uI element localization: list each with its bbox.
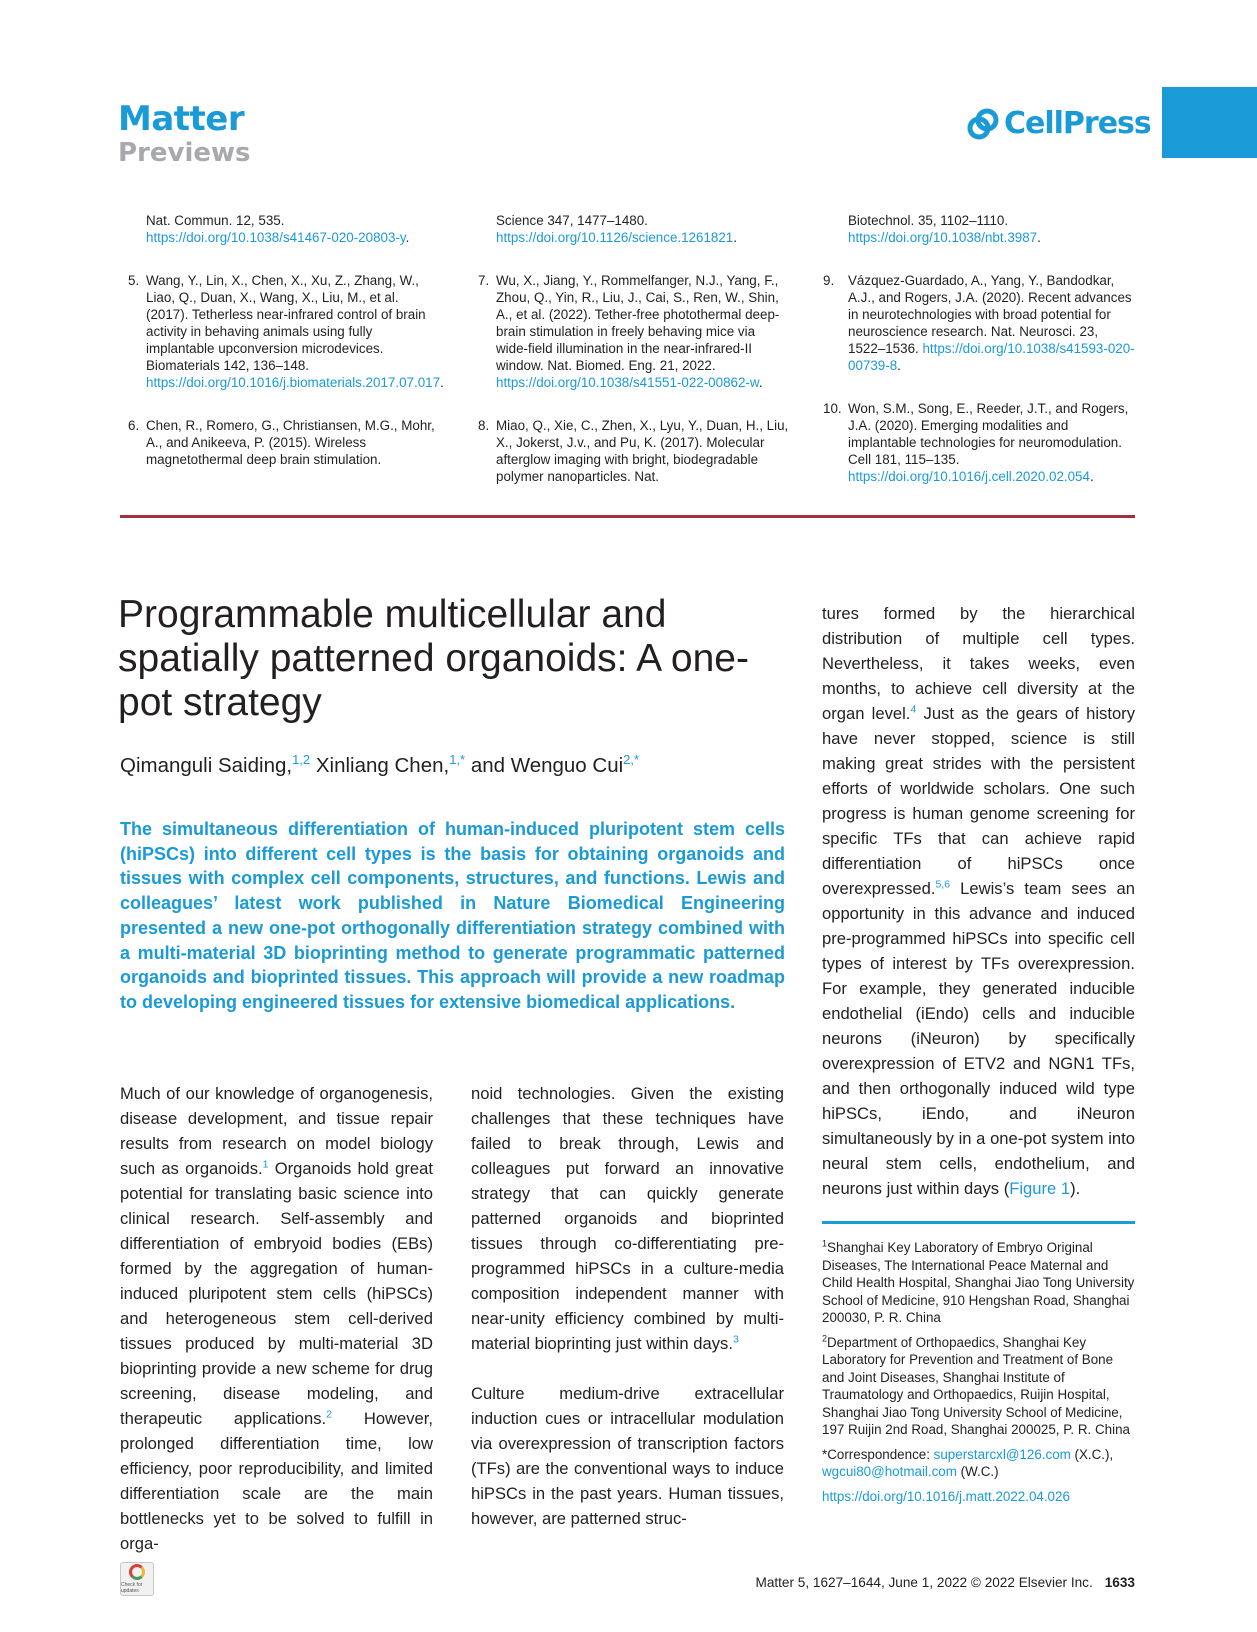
page-number: 1633 (1104, 1575, 1135, 1590)
page-footer (756, 1575, 1136, 1590)
reference-text: Science 347, 1477–1480. (496, 213, 648, 228)
reference-number: 10. (823, 401, 842, 416)
reference-doi-link[interactable]: https://doi.org/10.1126/science.1261821 (496, 230, 734, 245)
reference-item: 5. Wang, Y., Lin, X., Chen, X., Xu, Z., Zhang, W., Liao, Q., Duan, X., Wang, X., Liu, M., et al. (2017). Tetherless near-infrared control of brain activity in behaving animals using fully implantable upconversion microdevices. Biomaterials 142, 136–148. https://doi.org/10.1016/j.biomaterials.2017.07.017. (128, 273, 444, 390)
citation-link[interactable]: 1 (262, 1158, 269, 1171)
author-name: Qimanguli Saiding, (120, 754, 293, 777)
journal-name[interactable]: Matter (118, 99, 245, 139)
affiliation-1: $^1$Shanghai Key Laboratory of Embryo Original Diseases, The International Peace Maternal and Child Health Hospital, Shanghai Jiao Tong University School of Medicine, 910 Hengshan Road, Shanghai 200030, P. R. China (822, 1238, 1135, 1325)
section-divider (120, 515, 1135, 518)
citation-link[interactable]: 4 (910, 703, 917, 716)
reference-text: Wang, Y., Lin, X., Chen, X., Xu, Z., Zhang, W., Liao, Q., Duan, X., Wang, X., Liu, M., et al. (2017). Tetherless near-infrared control of brain activity in behaving animals using fully implantable upconversion microdevices. Biomaterials 142, 136–148. (146, 273, 426, 373)
reference-continuation: Nat. Commun. 12, 535. https://doi.org/10.1038/s41467-020-20803-y. (146, 213, 410, 245)
corner-tab (1162, 87, 1257, 158)
reference-doi-link[interactable]: https://doi.org/10.1016/j.cell.2020.02.054 (848, 469, 1090, 484)
body-paragraph: tures formed by the hierarchical distribution of multiple cell types. Nevertheless, it takes weeks, even months, to achieve cell diversity at the organ level.$^4$ Just as the gears of history have never stopped, science is still making great strides with the persistent efforts of worldwide scholars. One such progress is human genome screening for specific TFs that can achieve rapid differentiation of hiPSCs once overexpressed.$^{5,6}$ Lewis’s team sees an opportunity in this advance and induced pre-programmed hiPSCs into specific cell types of interest by TFs overexpression. For example, they generated inducible endothelial (iEndo) cells and inducible neurons (iNeuron) by specifically overexpression of ETV2 and NGN1 TFs, and then orthogonally induced wild type hiPSCs, iEndo, and iNeuron simultaneously by in a one-pot system into neural stem cells, endothelium, and neurons just within days (Figure 1). (822, 604, 1135, 1198)
reference-doi-link[interactable]: https://doi.org/10.1038/s41593-020-00739-8 (848, 341, 1135, 373)
cellpress-icon (966, 107, 1000, 141)
reference-number: 9. (823, 273, 835, 288)
affiliation-2: $^2$Department of Orthopaedics, Shanghai Key Laboratory for Prevention and Treatment of Bone and Joint Diseases, Shanghai Institute of Traumatology and Orthopaedics, Ruijin Hospital, Shanghai Jiao Tong University School of Medicine, 197 Ruijin 2nd Road, Shanghai 200025, P. R. China (822, 1333, 1130, 1437)
footer-citation: Matter 5, 1627–1644, June 1, 2022 © 2022 Elsevier Inc. (755, 1575, 1093, 1590)
affiliations (822, 1239, 1137, 1512)
author-name: Xinliang Chen, (315, 754, 450, 777)
reference-number: 8. (478, 418, 490, 433)
reference-text: Miao, Q., Xie, C., Zhen, X., Lyu, Y., Duan, H., Liu, X., Jokerst, J.v., and Pu, K. (2017). Molecular afterglow imaging with bright, biodegradable polymer nanoparticles. Nat. (496, 418, 789, 484)
publisher-logo[interactable] (966, 106, 1151, 141)
figure-link[interactable]: Figure 1 (1009, 1179, 1071, 1198)
reference-text: Vázquez-Guardado, A., Yang, Y., Bandodkar, A.J., and Rogers, J.A. (2020). Recent advances in neurotechnologies with broad potential for neuroscience research. Nat. Neurosci. 23, 1522–1536. (848, 273, 1132, 356)
reference-doi-link[interactable]: https://doi.org/10.1016/j.biomaterials.2017.07.017 (146, 375, 441, 390)
reference-item: 10. Won, S.M., Song, E., Reeder, J.T., and Rogers, J.A. (2020). Emerging modalities and implantable technologies for neuromodulation. Cell 181, 115–135. https://doi.org/10.1016/j.cell.2020.02.054. (823, 401, 1129, 484)
references-column-3 (823, 212, 1135, 511)
reference-item: 7. Wu, X., Jiang, Y., Rommelfanger, N.J., Yang, F., Zhou, Q., Yin, R., Liu, J., Cai, S., Ren, W., Shin, A., et al. (2022). Tether-free photothermal deep-brain stimulation in freely behaving mice via wide-field illumination in the near-infrared-II window. Nat. Biomed. Eng. 21, 2022. https://doi.org/10.1038/s41551-022-00862-w. (478, 273, 780, 390)
check-for-updates-badge[interactable] (120, 1562, 154, 1596)
affiliation-marker[interactable]: 1,* (449, 752, 466, 768)
citation-link[interactable]: 2 (326, 1408, 333, 1421)
references-column-2 (478, 212, 790, 511)
article-title: Programmable multicellular and spatially patterned organoids: A one-pot strategy (118, 593, 749, 724)
reference-text: Won, S.M., Song, E., Reeder, J.T., and Rogers, J.A. (2020). Emerging modalities and implantable technologies for neuromodulation. Cell 181, 115–135. (848, 401, 1129, 467)
reference-text: Chen, R., Romero, G., Christiansen, M.G., Mohr, A., and Anikeeva, P. (2015). Wireless magnetothermal deep brain stimulation. (146, 418, 435, 467)
body-column-2 (471, 1081, 784, 1531)
journal-section: Previews (118, 138, 251, 168)
author-name: and Wenguo Cui (470, 754, 624, 777)
reference-number: 6. (128, 418, 140, 433)
body-column-3 (822, 601, 1135, 1201)
journal-header (118, 100, 251, 168)
affiliation-divider (822, 1221, 1135, 1224)
affiliation-marker[interactable]: 2,* (623, 752, 640, 768)
reference-text: Wu, X., Jiang, Y., Rommelfanger, N.J., Yang, F., Zhou, Q., Yin, R., Liu, J., Cai, S., Ren, W., Shin, A., et al. (2022). Tether-free photothermal deep-brain stimulation in freely behaving mice via wide-field illumination in the near-infrared-II window. Nat. Biomed. Eng. 21, 2022. (496, 273, 780, 373)
body-paragraph: Culture medium-drive extracellular induction cues or intracellular modulation via overexpression of transcription factors (TFs) are the conventional ways to induce hiPSCs in the past years. Human tissues, however, are patterned struc- (471, 1384, 784, 1528)
reference-text: Nat. Commun. 12, 535. (146, 213, 285, 228)
body-column-1 (120, 1081, 433, 1556)
reference-item (128, 417, 438, 468)
correspondence: *Correspondence: superstarcxl@126.com (X.C.), wgcui80@hotmail.com (W.C.) (822, 1446, 1114, 1479)
citation-link[interactable]: 5,6 (935, 878, 951, 891)
citation-link[interactable]: 3 (732, 1333, 739, 1346)
reference-number: 7. (478, 273, 490, 288)
check-updates-icon (129, 1564, 145, 1580)
reference-doi-link[interactable]: https://doi.org/10.1038/s41467-020-20803-y (146, 230, 406, 245)
reference-item: 9. Vázquez-Guardado, A., Yang, Y., Bandodkar, A.J., and Rogers, J.A. (2020). Recent advances in neurotechnologies with broad potential for neuroscience research. Nat. Neurosci. 23, 1522–1536. https://doi.org/10.1038/s41593-020-00739-8. (823, 273, 1135, 373)
doi-link[interactable]: https://doi.org/10.1016/j.matt.2022.04.026 (822, 1488, 1070, 1504)
affiliation-marker[interactable]: 1,2 (292, 752, 311, 768)
reference-number: 5. (128, 273, 140, 288)
author-list (120, 753, 639, 779)
email-link[interactable]: superstarcxl@126.com (933, 1446, 1071, 1462)
reference-continuation: Science 347, 1477–1480. https://doi.org/10.1126/science.1261821. (496, 213, 737, 245)
reference-item (478, 417, 790, 485)
email-link[interactable]: wgcui80@hotmail.com (822, 1464, 957, 1479)
reference-doi-link[interactable]: https://doi.org/10.1038/s41551-022-00862-w (496, 375, 759, 390)
reference-text: Biotechnol. 35, 1102–1110. (848, 213, 1009, 228)
abstract: The simultaneous differentiation of human-induced pluripotent stem cells (hiPSCs) into different cell types is the basis for obtaining organoids and tissues with complex cell components, structures, and functions. Lewis and colleagues’ latest work published in Nature Biomedical Engineering presented a new one-pot orthogonally differentiation strategy combined with a multi-material 3D bioprinting method to generate programmatic patterned organoids and bioprinted tissues. This approach will provide a new roadmap to developing engineered tissues for extensive biomedical applications. (120, 819, 785, 1012)
body-paragraph: noid technologies. Given the existing challenges that these techniques have failed to break through, Lewis and colleagues put forward an innovative strategy that can quickly generate patterned organoids and bioprinted tissues through co-differentiating pre-programmed hiPSCs in a culture-media composition independent manner with near-unity efficiency combined by multi-material bioprinting just within days.$^3$ (471, 1084, 784, 1353)
reference-continuation: Biotechnol. 35, 1102–1110. https://doi.org/10.1038/nbt.3987. (848, 213, 1041, 245)
reference-doi-link[interactable]: https://doi.org/10.1038/nbt.3987 (848, 230, 1038, 245)
check-updates-label: Check for updates (121, 1582, 143, 1594)
references-column-1 (128, 212, 444, 494)
doi (822, 1488, 1137, 1506)
publisher-name: CellPress (1004, 106, 1151, 141)
body-paragraph: Much of our knowledge of organogenesis, disease development, and tissue repair results from research on model biology such as organoids.$^1$ Organoids hold great potential for translating basic science into clinical research. Self-assembly and differentiation of embryoid bodies (EBs) formed by the aggregation of human-induced pluripotent stem cells (hiPSCs) and heterogeneous stem cell-derived tissues produced by multi-material 3D bioprinting provide a new scheme for drug screening, disease modeling, and therapeutic applications.$^2$ However, prolonged differentiation time, low efficiency, poor reproducibility, and limited differentiation scale are the main bottlenecks yet to be solved to fulfill in orga- (120, 1084, 433, 1553)
